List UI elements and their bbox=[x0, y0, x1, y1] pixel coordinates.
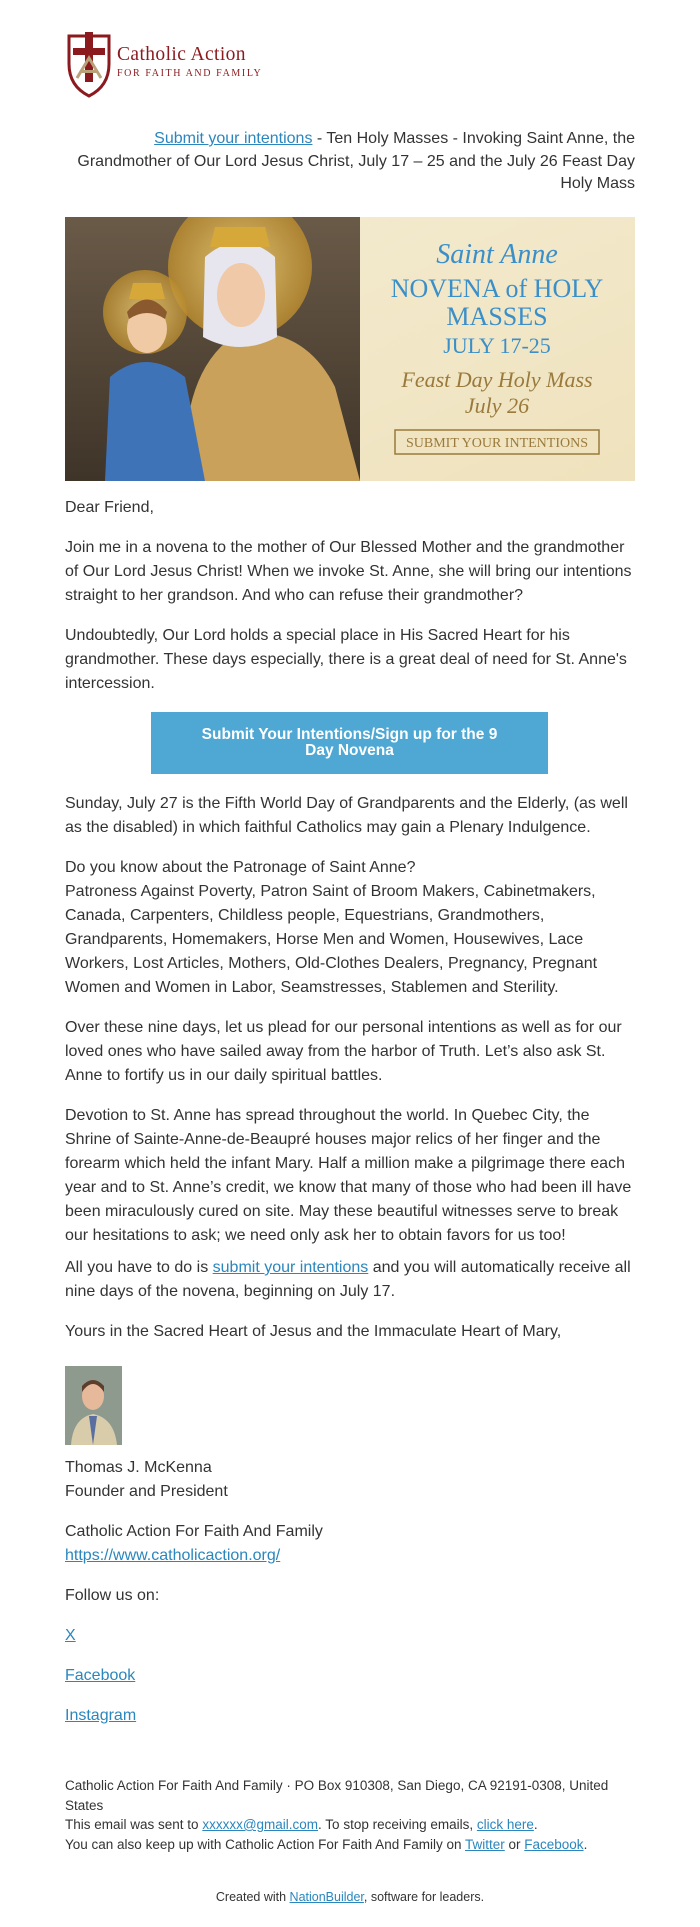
signature bbox=[65, 1456, 640, 1504]
closing-text: Yours in the Sacred Heart of Jesus and the Immaculate Heart of Mary, bbox=[65, 1323, 562, 1340]
paragraph-5 bbox=[65, 1016, 640, 1088]
recipient-email-link[interactable]: xxxxxx@gmail.com bbox=[202, 1817, 319, 1832]
footer-sent-line bbox=[65, 1815, 640, 1835]
paragraph-7-after: and you will automatically receive all nine days of the novena, beginning on July 17. bbox=[65, 1259, 631, 1300]
intro-text bbox=[65, 128, 635, 196]
paragraph-1-text: Join me in a novena to the mother of Our Blessed Mother and the grandmother of Our Lord Jesus Christ! When we invoke St. Anne, she will bring our intentions straight to her grandson. And who can refuse their grandmother? bbox=[65, 539, 632, 604]
paragraph-7 bbox=[65, 1256, 640, 1304]
created-before: Created with bbox=[215, 1890, 290, 1904]
novena-banner[interactable] bbox=[65, 217, 635, 481]
signer-name: Thomas J. McKenna bbox=[65, 1459, 212, 1476]
footer-address: Catholic Action For Faith And Family · PO Box 910308, San Diego, CA 92191-0308, United States bbox=[65, 1778, 609, 1813]
submit-intentions-button-label: Submit Your Intentions/Sign up for the 9 Day Novena bbox=[201, 726, 498, 759]
organization-name: Catholic Action For Faith And Family bbox=[65, 1523, 323, 1540]
patronage-heading: Do you know about the Patronage of Saint Anne? bbox=[65, 859, 416, 876]
social-facebook bbox=[65, 1664, 640, 1688]
paragraph-1 bbox=[65, 536, 640, 608]
paragraph-6 bbox=[65, 1104, 640, 1248]
email-footer bbox=[65, 1776, 640, 1854]
footer-keep-up-before: You can also keep up with Catholic Action For Faith And Family on bbox=[65, 1836, 465, 1852]
logo[interactable] bbox=[65, 30, 295, 98]
paragraph-5-text: Over these nine days, let us plead for our personal intentions as well as for our loved ones who have sailed away from the harbor of Truth. Let’s also ask St. Anne to fortify us in our daily spiritual battles. bbox=[65, 1019, 622, 1084]
banner-line-6: July 26 bbox=[464, 393, 530, 418]
closing bbox=[65, 1320, 640, 1344]
submit-intentions-link[interactable]: Submit your intentions bbox=[154, 130, 313, 147]
paragraph-7-text bbox=[65, 1256, 640, 1304]
logo-title: Catholic Action bbox=[117, 44, 246, 65]
greeting bbox=[65, 496, 640, 520]
patronage-section bbox=[65, 856, 640, 1000]
shield-cross-icon bbox=[65, 30, 113, 98]
paragraph-7-before: All you have to do is bbox=[65, 1259, 213, 1276]
created-with bbox=[0, 1890, 700, 1904]
follow-us bbox=[65, 1584, 640, 1608]
banner-line-2: NOVENA of HOLY bbox=[390, 274, 604, 303]
follow-us-heading: Follow us on: bbox=[65, 1587, 160, 1604]
website-link[interactable]: https://www.catholicaction.org/ bbox=[65, 1547, 281, 1564]
footer-keep-up-after: . bbox=[583, 1836, 588, 1852]
social-instagram bbox=[65, 1704, 640, 1728]
x-link[interactable]: X bbox=[65, 1627, 76, 1644]
signer-photo bbox=[65, 1366, 122, 1445]
facebook-link[interactable]: Facebook bbox=[65, 1667, 136, 1684]
instagram-link[interactable]: Instagram bbox=[65, 1707, 137, 1724]
banner-line-3: MASSES bbox=[446, 302, 548, 331]
saint-anne-banner-image bbox=[65, 217, 635, 481]
unsubscribe-link[interactable]: click here bbox=[476, 1817, 534, 1832]
banner-line-1: Saint Anne bbox=[436, 239, 558, 270]
logo-text bbox=[117, 44, 317, 79]
paragraph-2-text: Undoubtedly, Our Lord holds a special place in His Sacred Heart for his grandmother. These days especially, there is a great deal of need for St. Anne's intercession. bbox=[65, 627, 627, 692]
twitter-link[interactable]: Twitter bbox=[464, 1836, 505, 1852]
footer-sent-middle: . To stop receiving emails, bbox=[318, 1817, 477, 1832]
social-x bbox=[65, 1624, 640, 1648]
banner-line-4: JULY 17-25 bbox=[443, 333, 551, 358]
footer-sent-after: . bbox=[533, 1817, 538, 1832]
submit-intentions-button[interactable] bbox=[151, 712, 548, 774]
intro-description: - Ten Holy Masses - Invoking Saint Anne, the Grandmother of Our Lord Jesus Christ, July 17 – 25 and the July 26 Feast Day Holy Mass bbox=[77, 130, 635, 192]
banner-line-5: Feast Day Holy Mass bbox=[401, 367, 593, 392]
paragraph-2 bbox=[65, 624, 640, 696]
paragraph-3-text: Sunday, July 27 is the Fifth World Day of Grandparents and the Elderly, (as well as the disabled) in which faithful Catholics may gain a Plenary Indulgence. bbox=[65, 795, 628, 836]
patronage-list: Patroness Against Poverty, Patron Saint of Broom Makers, Cabinetmakers, Canada, Carpenters, Childless people, Equestrians, Grandmothers, Grandparents, Homemakers, Horse Men and Women, Housewives, Lace Workers, Lost Articles, Mothers, Old-Clothes Dealers, Pregnancy, Pregnant Women and Women in Labor, Seamstresses, Stablemen and Sterility. bbox=[65, 883, 598, 996]
footer-or: or bbox=[504, 1836, 525, 1852]
logo-tagline: FOR FAITH AND FAMILY bbox=[117, 68, 263, 79]
banner-button-label[interactable]: SUBMIT YOUR INTENTIONS bbox=[406, 436, 588, 451]
footer-facebook-link[interactable]: Facebook bbox=[524, 1836, 584, 1852]
paragraph-3 bbox=[65, 792, 640, 840]
paragraph-6-text: Devotion to St. Anne has spread throughout the world. In Quebec City, the Shrine of Sainte-Anne-de-Beaupré houses major relics of her finger and the forearm which held the infant Mary. Half a million make a pilgrimage there each year and to St. Anne’s credit, we know that many of those who had been ill have been miraculously cured on site. May these beautiful witnesses serve to break our hesitations to ask; we need only ask her to obtain favors for us too! bbox=[65, 1107, 632, 1244]
organization bbox=[65, 1520, 640, 1568]
greeting-text: Dear Friend, bbox=[65, 499, 154, 516]
footer-sent-before: This email was sent to bbox=[65, 1817, 203, 1832]
nationbuilder-link[interactable]: NationBuilder bbox=[289, 1890, 364, 1904]
footer-keep-up-line bbox=[65, 1835, 640, 1855]
created-after: , software for leaders. bbox=[363, 1890, 485, 1904]
portrait-image bbox=[65, 1366, 122, 1445]
signer-title: Founder and President bbox=[65, 1483, 228, 1500]
submit-intentions-inline-link[interactable]: submit your intentions bbox=[212, 1259, 369, 1276]
